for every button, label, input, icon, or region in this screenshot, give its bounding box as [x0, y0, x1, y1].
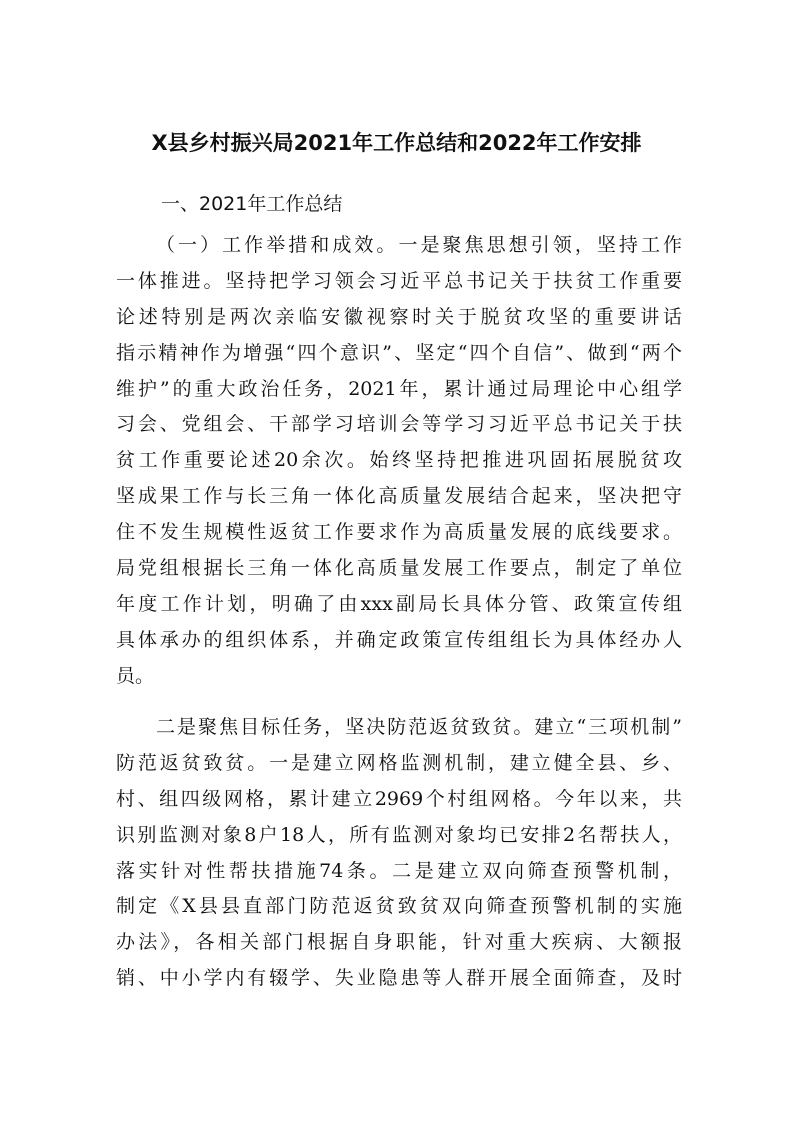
paragraph-line: 住不发生规模性返贫工作要求作为高质量发展的底线要求。 [116, 521, 682, 544]
paragraph-line: 贫工作重要论述20余次。始终坚持把推进巩固拓展脱贫攻 [116, 449, 682, 472]
paragraph-line: 落实针对性帮扶措施74条。二是建立双向筛查预警机制， [116, 859, 682, 882]
paragraph-line: 防范返贫致贫。一是建立网格监测机制，建立健全县、乡、 [116, 751, 682, 774]
paragraph-line: 二是聚焦目标任务，坚决防范返贫致贫。建立“三项机制” [156, 716, 682, 738]
paragraph-target-tasks [116, 710, 682, 997]
paragraph-line: 维护”的重大政治任务，2021年，累计通过局理论中心组学 [116, 377, 682, 400]
paragraph-work-measures [116, 228, 682, 695]
paragraph-line: 识别监测对象8户18人，所有监测对象均已安排2名帮扶人， [116, 823, 682, 846]
paragraph-line: 办法》，各相关部门根据自身职能，针对重大疾病、大额报 [116, 931, 682, 954]
paragraph-line: 年度工作计划，明确了由xxx副局长具体分管、政策宣传组 [116, 592, 682, 615]
paragraph-line: 销、中小学内有辍学、失业隐患等人群开展全面筛查，及时 [116, 967, 682, 990]
paragraph-line: 制定《X县县直部门防范返贫致贫双向筛查预警机制的实施 [116, 895, 682, 918]
paragraph-line: 具体承办的组织体系，并确定政策宣传组组长为具体经办人 [116, 628, 682, 651]
paragraph-line: 一体推进。坚持把学习领会习近平总书记关于扶贫工作重要 [116, 269, 682, 292]
paragraph-line: 员。 [116, 664, 155, 687]
document-title: X县乡村振兴局2021年工作总结和2022年工作安排 [151, 131, 642, 155]
section-heading: 一、2021年工作总结 [161, 193, 343, 215]
paragraph-line: 习会、党组会、干部学习培训会等学习习近平总书记关于扶 [116, 413, 682, 436]
paragraph-line: （一）工作举措和成效。一是聚焦思想引领，坚持工作 [156, 234, 682, 256]
paragraph-line: 局党组根据长三角一体化高质量发展工作要点，制定了单位 [116, 557, 682, 580]
paragraph-line: 指示精神作为增强“四个意识”、坚定“四个自信”、做到“两个 [116, 341, 682, 364]
paragraph-line: 坚成果工作与长三角一体化高质量发展结合起来，坚决把守 [116, 485, 682, 508]
paragraph-line: 论述特别是两次亲临安徽视察时关于脱贫攻坚的重要讲话 [116, 305, 682, 328]
paragraph-line: 村、组四级网格，累计建立2969个村组网格。今年以来，共 [116, 787, 682, 810]
